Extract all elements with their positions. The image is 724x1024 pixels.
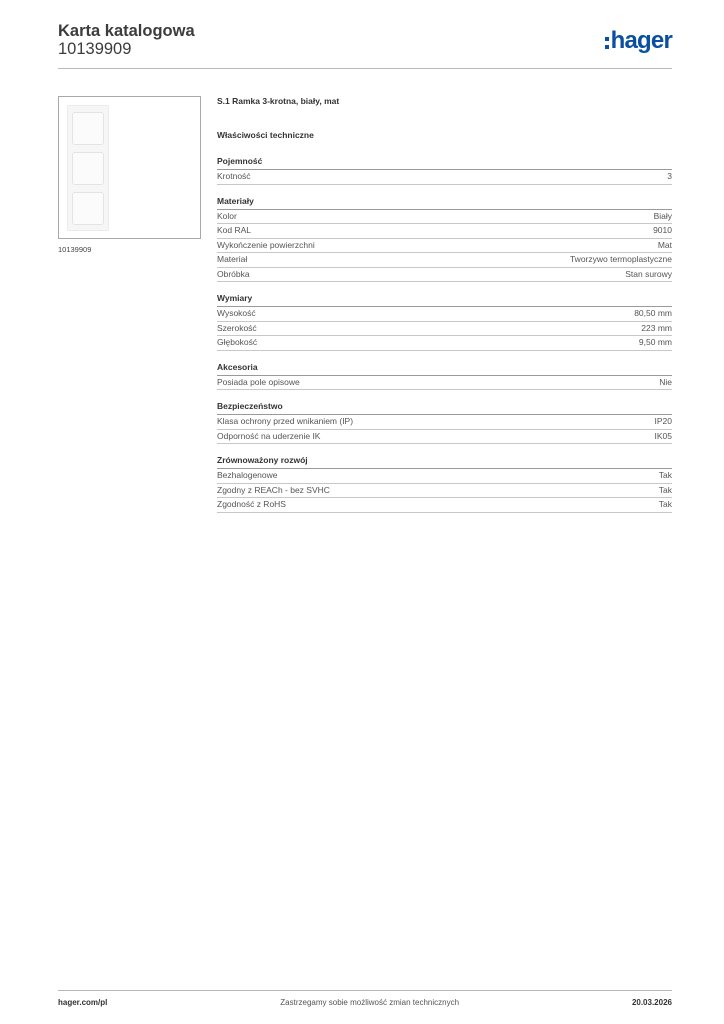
spec-group-title: Pojemność [217,156,672,170]
spec-label: Szerokość [217,322,257,333]
spec-label: Kolor [217,210,237,221]
spec-row [217,469,672,484]
spec-label: Krotność [217,171,251,181]
spec-value: Tak [658,470,672,480]
spec-row [217,430,672,445]
frame-3-gang-icon [67,105,109,231]
spec-group [217,401,672,444]
footer-url[interactable]: hager.com/pl [58,998,108,1007]
spec-label: Obróbka [217,268,250,279]
spec-label: Posiada pole opisowe [217,376,300,387]
spec-value: 223 mm [641,322,672,333]
document-title: Karta katalogowa [58,22,195,40]
footer-divider [58,990,672,991]
spec-label: Głębokość [217,337,258,347]
spec-row [217,376,672,391]
spec-row [217,415,672,430]
spec-value: Biały [653,210,672,221]
product-code: 10139909 [58,40,132,58]
spec-group [217,156,672,185]
spec-label: Klasa ochrony przed wnikaniem (IP) [217,416,354,426]
spec-row [217,170,672,185]
spec-label: Wykończenie powierzchni [217,239,315,250]
spec-groups [217,156,672,513]
spec-value: Nie [659,376,672,387]
spec-row [217,498,672,513]
logo-dots-icon [605,37,609,49]
spec-group [217,196,672,283]
footer-date: 20.03.2026 [631,998,672,1007]
header-divider [58,68,672,69]
spec-row [217,239,672,254]
spec-value: 9,50 mm [638,337,672,347]
spec-value: Stan surowy [625,268,672,279]
spec-value: 9010 [653,225,672,235]
spec-group [217,293,672,351]
hager-logo [605,28,672,54]
spec-value: Mat [657,239,672,250]
spec-group-title: Bezpieczeństwo [217,401,672,415]
spec-row [217,224,672,239]
spec-row [217,484,672,499]
spec-row [217,322,672,337]
spec-label: Zgodny z REACh - bez SVHC [217,484,330,495]
spec-group [217,362,672,391]
document-footer [58,998,672,1007]
spec-value: 80,50 mm [634,308,672,318]
spec-group [217,455,672,513]
spec-label: Bezhalogenowe [217,470,278,480]
spec-group-title: Materiały [217,196,672,210]
spec-row [217,336,672,351]
spec-value: Tak [658,484,672,495]
spec-group-title: Zrównoważony rozwój [217,455,672,469]
spec-label: Materiał [217,254,248,264]
spec-label: Zgodność z RoHS [217,499,286,509]
spec-value: Tak [658,499,672,509]
footer-note: Zastrzegamy sobie możliwość zmian technicznych [280,998,460,1007]
spec-group-title: Wymiary [217,293,672,307]
product-image [58,96,201,239]
spec-row [217,268,672,283]
spec-row [217,307,672,322]
section-title: Właściwości techniczne [217,130,314,140]
spec-row [217,210,672,225]
spec-content [217,96,672,524]
logo-wordmark: hager [610,27,672,54]
product-image-caption: 10139909 [58,245,92,254]
spec-value: 3 [667,171,672,181]
spec-group-title: Akcesoria [217,362,672,376]
spec-value: IK05 [654,430,672,441]
spec-value: IP20 [654,416,672,426]
spec-label: Odporność na uderzenie IK [217,430,321,441]
spec-value: Tworzywo termoplastyczne [569,254,672,264]
spec-label: Kod RAL [217,225,252,235]
spec-row [217,253,672,268]
spec-label: Wysokość [217,308,256,318]
product-title: S.1 Ramka 3-krotna, biały, mat [217,96,340,106]
document-header [58,22,195,58]
